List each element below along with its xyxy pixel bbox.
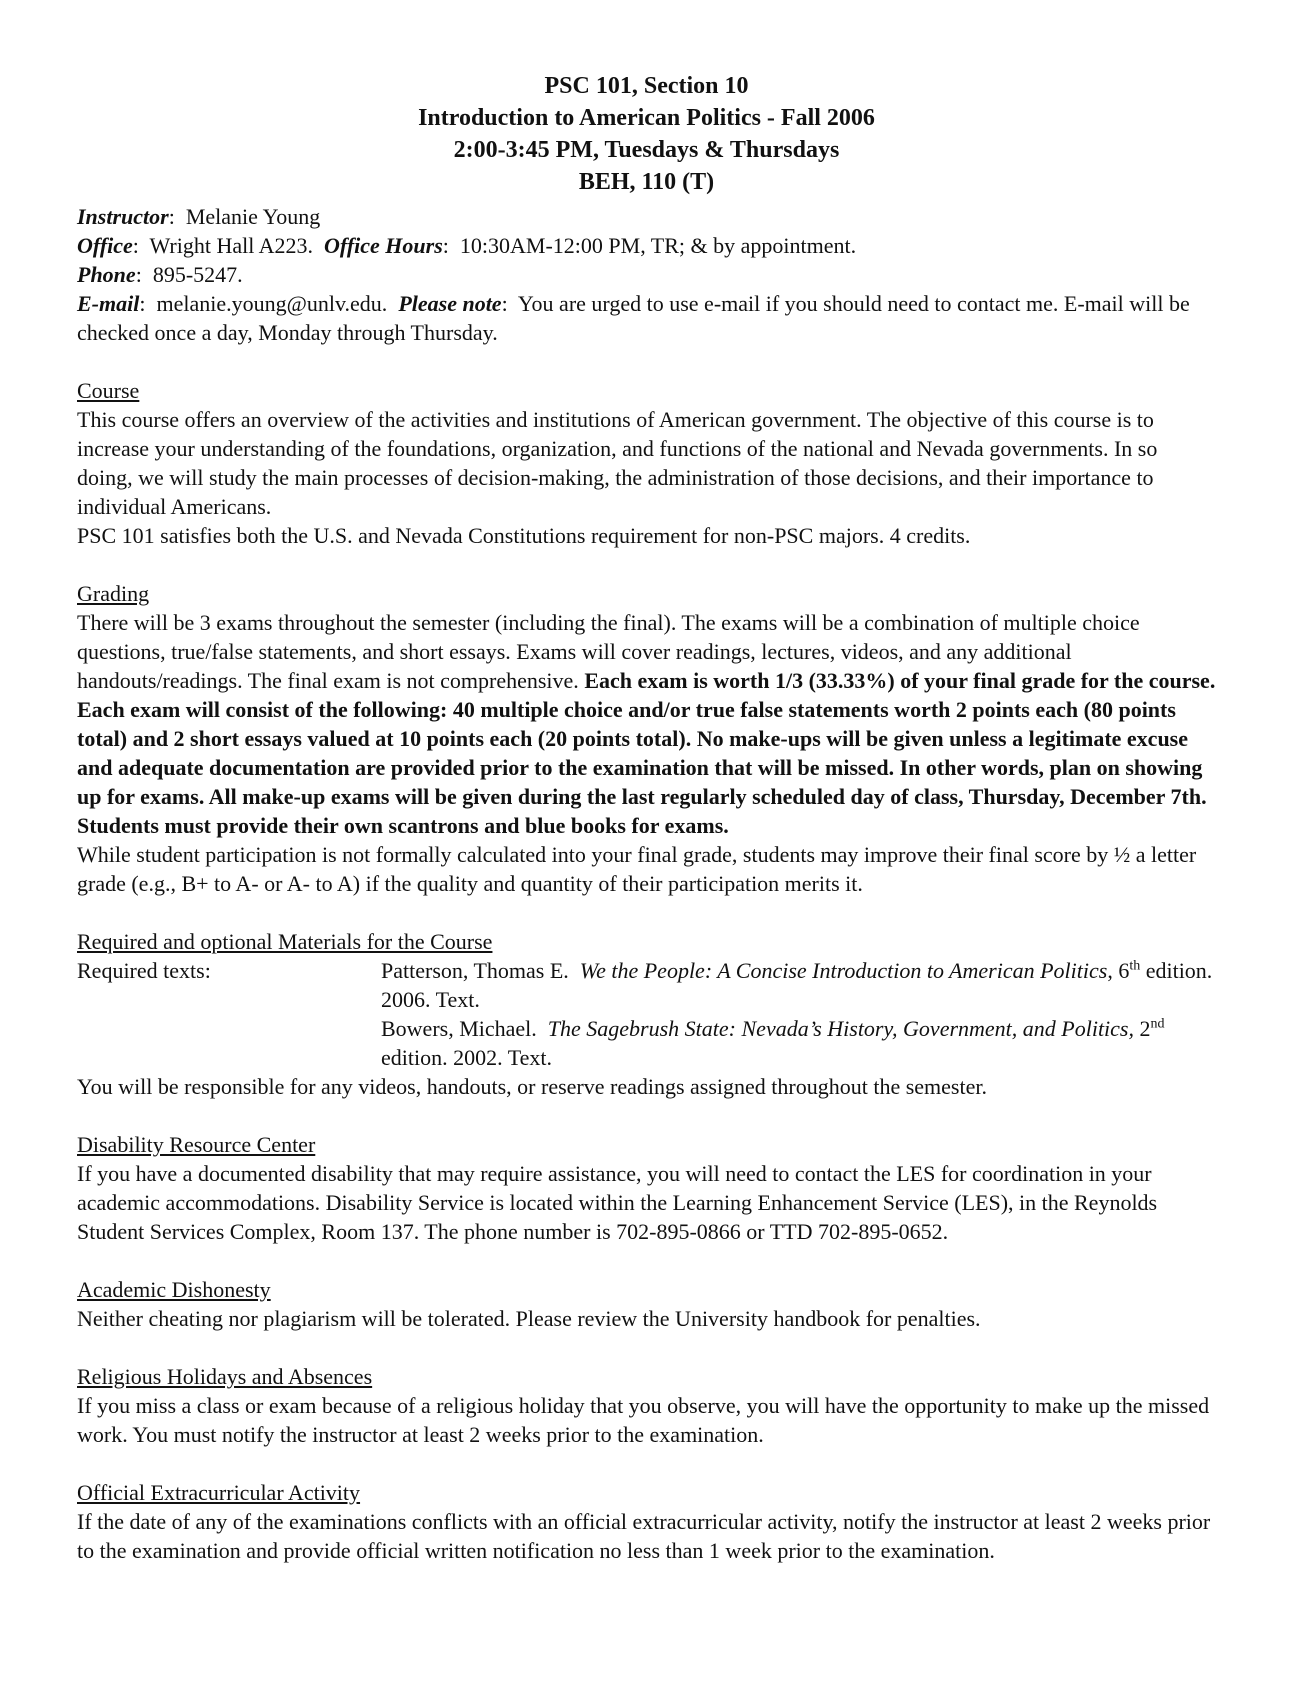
text-title: We the People: A Concise Introduction to American Politics xyxy=(579,958,1108,983)
materials-note: You will be responsible for any videos, handouts, or reserve readings assigned throughout the semester. xyxy=(77,1074,987,1099)
dishonesty-section xyxy=(77,1275,1216,1333)
instructor-label: Instructor xyxy=(77,204,169,229)
text-edition-number: 2 xyxy=(1139,1016,1151,1041)
grading-text: There will be 3 exams throughout the semester (including the final). The exams will be a combination of multiple choice questions, true/false statements, and short essays. Exams will cover readings, lectures, videos, and any additional handouts/readings. The final exam is not comprehensive. xyxy=(77,610,1140,693)
section-heading-materials: Required and optional Materials for the Course xyxy=(77,929,493,954)
religious-paragraph: If you miss a class or exam because of a religious holiday that you observe, you will have the opportunity to make up the missed work. You must notify the instructor at least 2 weeks prior to the examination. xyxy=(77,1393,1210,1447)
section-heading-extracurricular: Official Extracurricular Activity xyxy=(77,1480,361,1505)
course-schedule: 2:00-3:45 PM, Tuesdays & Thursdays xyxy=(453,137,840,163)
phone-number: 895-5247. xyxy=(152,262,243,287)
text-edition-rest: edition. 2002. Text. xyxy=(381,1045,552,1070)
text-edition-rest: edition. 2006. Text. xyxy=(381,958,1213,1012)
note-text: You are urged to use e-mail if you should need to contact me. E-mail will be checked once a day, Monday through Thursday. xyxy=(77,291,1190,345)
document-title xyxy=(77,70,1216,198)
text-author: Patterson, Thomas E. xyxy=(381,958,569,983)
dishonesty-paragraph: Neither cheating nor plagiarism will be tolerated. Please review the University handbook for penalties. xyxy=(77,1306,981,1331)
grading-section xyxy=(77,579,1216,898)
instructor-name: Melanie Young xyxy=(185,204,321,229)
course-room: BEH, 110 (T) xyxy=(578,169,715,195)
course-code: PSC 101, Section 10 xyxy=(544,73,749,99)
office-label: Office xyxy=(77,233,133,258)
text-entry-bowers xyxy=(381,1014,1216,1072)
office-location: Wright Hall A223. xyxy=(149,233,314,258)
text-edition-number: 6 xyxy=(1118,958,1130,983)
text-entry-patterson: Patterson, Thomas E. We the People: A Concise Introduction to American Politics, 6th edition. 2006. Text. xyxy=(381,958,1213,1012)
required-texts-label: Required texts: xyxy=(77,958,211,983)
section-heading-disability: Disability Resource Center xyxy=(77,1132,316,1157)
course-description: This course offers an overview of the activities and institutions of American government. The objective of this course is to increase your understanding of the foundations, organization, and functions of the national and Nevada governments. In so doing, we will study the main processes of decision-making, the administration of those decisions, and their importance to individual Americans. xyxy=(77,407,1158,519)
section-heading-grading: Grading xyxy=(77,581,150,606)
required-texts xyxy=(77,956,1216,1072)
materials-section xyxy=(77,927,1216,1101)
required-texts-list xyxy=(381,956,1216,1072)
course-section xyxy=(77,376,1216,550)
phone-line: Phone: 895-5247. xyxy=(77,262,243,287)
course-requirement: PSC 101 satisfies both the U.S. and Nevada Constitutions requirement for non-PSC majors. 4 credits. xyxy=(77,523,971,548)
course-title: Introduction to American Politics - Fall 2006 xyxy=(418,105,875,131)
email-label: E-mail xyxy=(77,291,140,316)
text-title: The Sagebrush State: Nevada’s History, Government, and Politics, xyxy=(547,1016,1134,1041)
note-label: Please note xyxy=(398,291,502,316)
grading-bold-text: Each exam is worth 1/3 (33.33%) of your final grade for the course. Each exam will consist of the following: 40 multiple choice and/or true false statements worth 2 points each (80 points total) and 2 short essays valued at 10 points each (20 points total). No make-ups will be given unless a legitimate excuse and adequate documentation are provided prior to the examination that will be missed. In other words, plan on showing up for exams. All make-up exams will be given during the last regularly scheduled day of class, Thursday, December 7th. Students must provide their own scantrons and blue books for exams. xyxy=(77,668,1216,838)
office-line: Office: Wright Hall A223. Office Hours: 10:30AM-12:00 PM, TR; & by appointment. xyxy=(77,233,857,258)
section-heading-dishonesty: Academic Dishonesty xyxy=(77,1277,271,1302)
instructor-line: Instructor: Melanie Young xyxy=(77,204,321,229)
religious-section xyxy=(77,1362,1216,1449)
office-hours-label: Office Hours xyxy=(324,233,443,258)
disability-paragraph: If you have a documented disability that may require assistance, you will need to contact the LES for coordination in your academic accommodations. Disability Service is located within the Learning Enhancement Service (LES), in the Reynolds Student Services Complex, Room 137. The phone number is 702-895-0866 or TTD 702-895-0652. xyxy=(77,1161,1158,1244)
grading-paragraph xyxy=(77,608,1216,840)
participation-paragraph: While student participation is not formally calculated into your final grade, students may improve their final score by ½ a letter grade (e.g., B+ to A- or A- to A) if the quality and quantity of their participation merits it. xyxy=(77,842,1197,896)
email-line: E-mail: melanie.young@unlv.edu. Please note: You are urged to use e-mail if you should need to contact me. E-mail will be checked once a day, Monday through Thursday. xyxy=(77,291,1190,345)
extracurricular-section xyxy=(77,1478,1216,1565)
phone-label: Phone xyxy=(77,262,136,287)
office-hours-value: 10:30AM-12:00 PM, TR; & by appointment. xyxy=(459,233,857,258)
text-edition-suffix: nd xyxy=(1150,1016,1165,1032)
text-author: Bowers, Michael. xyxy=(381,1016,537,1041)
text-edition-suffix: th xyxy=(1129,958,1141,974)
extracurricular-paragraph: If the date of any of the examinations conflicts with an official extracurricular activity, notify the instructor at least 2 weeks prior to the examination and provide official written notification no less than 1 week prior to the examination. xyxy=(77,1509,1211,1563)
email-address: melanie.young@unlv.edu. xyxy=(156,291,388,316)
section-heading-course: Course xyxy=(77,378,140,403)
section-heading-religious: Religious Holidays and Absences xyxy=(77,1364,373,1389)
disability-section xyxy=(77,1130,1216,1246)
contact-info xyxy=(77,202,1216,347)
